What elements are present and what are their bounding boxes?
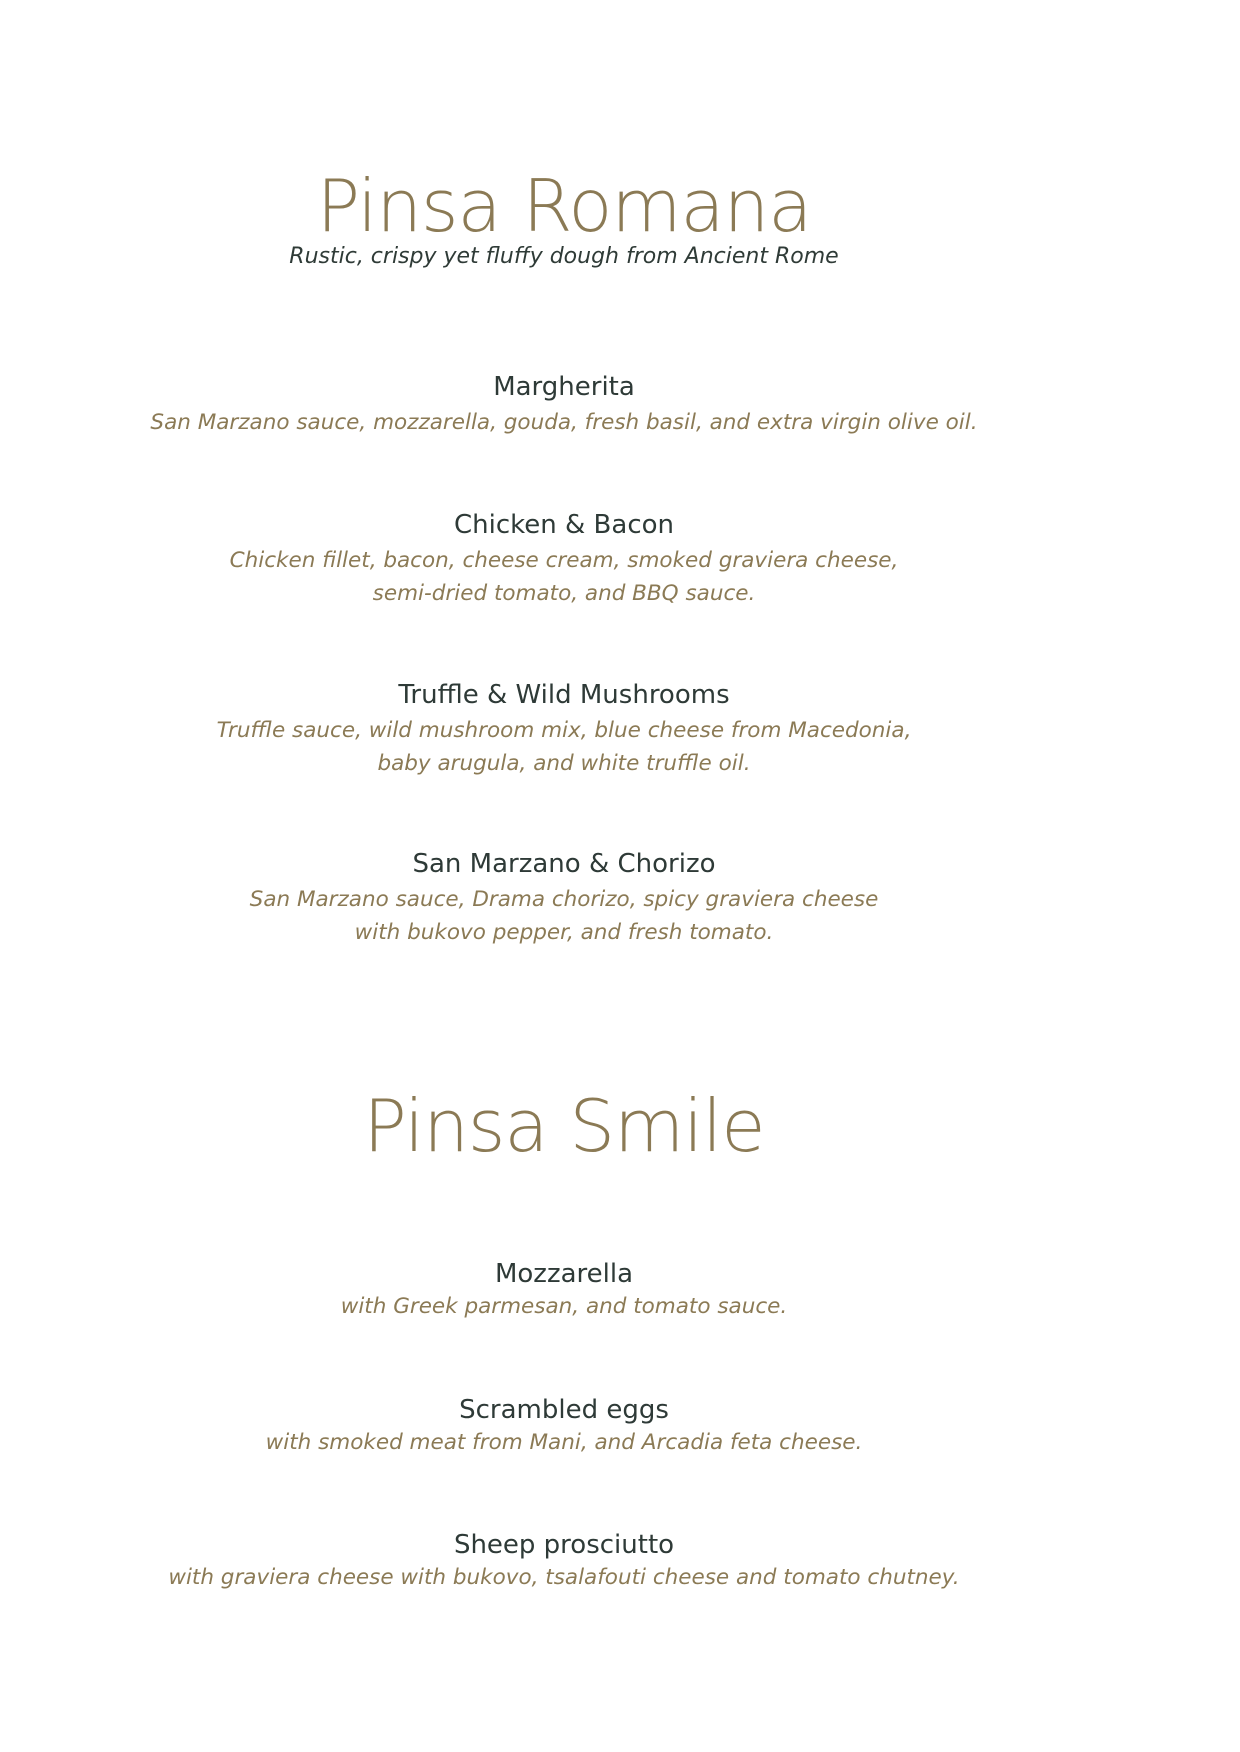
menu-item-scrambled-eggs <box>100 1395 1028 1459</box>
item-description-line: with bukovo pepper, and fresh tomato. <box>354 920 774 946</box>
section-title: Pinsa Romana <box>316 164 812 248</box>
item-description-line: Truffle sauce, wild mushroom mix, blue cheese from Macedonia, <box>216 718 912 744</box>
section-romana-subtitle-wrap <box>100 244 1028 270</box>
item-description: San Marzano sauce, mozzarella, gouda, fresh basil, and extra virgin olive oil. <box>150 410 978 436</box>
menu-item-mozzarella <box>100 1259 1028 1323</box>
item-description: with smoked meat from Mani, and Arcadia feta cheese. <box>265 1430 863 1456</box>
item-name: Mozzarella <box>494 1259 634 1289</box>
item-name: Sheep prosciutto <box>453 1530 675 1560</box>
section-romana-header <box>100 164 1028 248</box>
item-name: Margherita <box>493 372 635 402</box>
item-name: Chicken & Bacon <box>453 510 674 540</box>
section-smile-header <box>100 1084 1028 1168</box>
section-title: Pinsa Smile <box>363 1084 765 1168</box>
item-description: with graviera cheese with bukovo, tsalafouti cheese and tomato chutney. <box>168 1565 960 1591</box>
item-description-line: baby arugula, and white truffle oil. <box>377 751 751 777</box>
menu-item-sheep-prosciutto <box>100 1530 1028 1594</box>
menu-item-san-marzano-chorizo <box>100 849 1028 949</box>
menu-item-truffle-mushrooms <box>100 680 1028 780</box>
item-description-line: Chicken fillet, bacon, cheese cream, smoked graviera cheese, <box>229 548 899 574</box>
item-name: Truffle & Wild Mushrooms <box>398 680 730 710</box>
item-description: with Greek parmesan, and tomato sauce. <box>340 1294 788 1320</box>
section-subtitle: Rustic, crispy yet fluffy dough from Ancient Rome <box>289 244 839 269</box>
item-description-line: semi-dried tomato, and BBQ sauce. <box>372 581 756 607</box>
item-name: San Marzano & Chorizo <box>412 849 716 879</box>
item-name: Scrambled eggs <box>459 1395 669 1425</box>
menu-item-chicken-bacon <box>100 510 1028 610</box>
menu-item-margherita <box>100 372 1028 439</box>
item-description-line: San Marzano sauce, Drama chorizo, spicy graviera cheese <box>249 887 879 913</box>
